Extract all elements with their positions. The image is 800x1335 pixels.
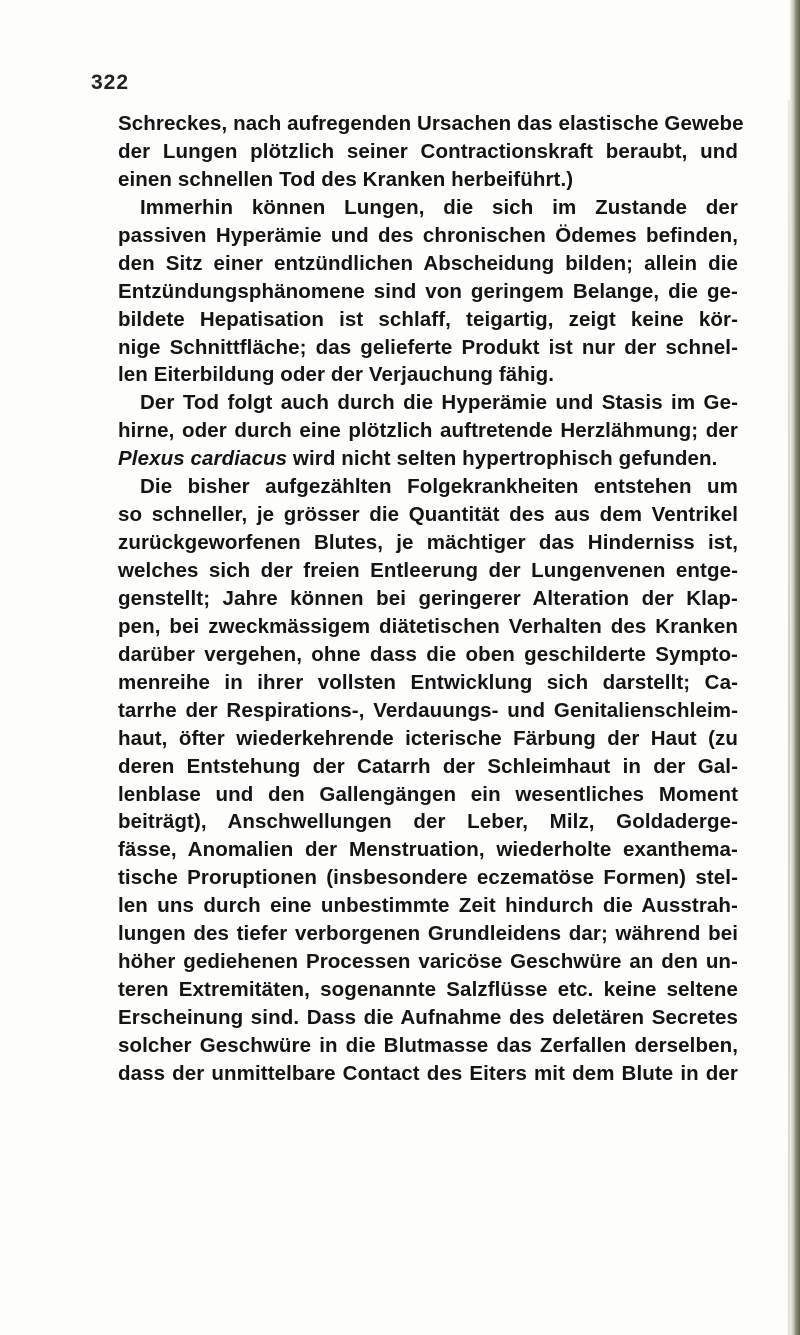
text-line: passiven Hyperämie und des chronischen Ödemes befinden, [118, 223, 738, 247]
text-line: Immerhin können Lungen, die sich im Zustande der [140, 195, 738, 219]
body-text [118, 110, 744, 1088]
text-line: tische Proruptionen (insbesondere eczematöse Formen) stel- [118, 866, 738, 890]
text-line: haut, öfter wiederkehrende icterische Färbung der Haut (zu [118, 726, 738, 750]
text-line: deren Entstehung der Catarrh der Schleimhaut in der Gal- [118, 754, 738, 778]
text-line: fässe, Anomalien der Menstruation, wiederholte exanthema- [118, 838, 738, 862]
text-line: Der Tod folgt auch durch die Hyperämie und Stasis im Ge- [140, 391, 738, 415]
text-line: welches sich der freien Entleerung der Lungenvenen entge- [118, 559, 738, 582]
text-line: der Lungen plötzlich seiner Contractionskraft beraubt, und [118, 139, 738, 163]
page-edge [790, 0, 800, 1335]
text-line: beiträgt), Anschwellungen der Leber, Milz, Goldaderge- [118, 810, 738, 834]
text-line: menreihe in ihrer vollsten Entwicklung sich darstellt; Ca- [118, 670, 738, 694]
text-line: Die bisher aufgezählten Folgekrankheiten entstehen um [140, 475, 738, 499]
text-line: Erscheinung sind. Dass die Aufnahme des deletären Secretes [118, 1006, 738, 1029]
text-line: höher gediehenen Processen varicöse Geschwüre an den un- [118, 950, 738, 974]
text-line: Entzündungsphänomene sind von geringem Belange, die ge- [118, 279, 738, 303]
text-line: bildete Hepatisation ist schlaff, teigartig, zeigt keine kör- [118, 307, 738, 331]
text-line: darüber vergehen, ohne dass die oben geschilderte Sympto- [118, 642, 738, 666]
text-line: dass der unmittelbare Contact des Eiters mit dem Blute in der [118, 1061, 738, 1085]
text-line: den Sitz einer entzündlichen Abscheidung bilden; allein die [118, 251, 738, 275]
text-line: solcher Geschwüre in die Blutmasse das Zerfallen derselben, [118, 1033, 738, 1057]
text-line: lenblase und den Gallengängen ein wesentliches Moment [118, 782, 738, 806]
text-line: tarrhe der Respirations-, Verdauungs- und Genitalienschleim- [118, 698, 738, 722]
text-line: hirne, oder durch eine plötzlich auftretende Herzlähmung; der [118, 419, 738, 443]
text-line: nige Schnittfläche; das gelieferte Produkt ist nur der schnel- [118, 335, 738, 359]
text-line-rest: wird nicht selten hypertrophisch gefunden. [292, 447, 718, 471]
text-line [118, 445, 738, 473]
text-line: pen, bei zweckmässigem diätetischen Verhalten des Kranken [118, 614, 738, 638]
italic-term: Plexus cardiacus [118, 447, 288, 471]
text-line: len uns durch eine unbestimmte Zeit hindurch die Ausstrah- [118, 894, 738, 918]
page-number: 322 [91, 71, 130, 94]
text-line: zurückgeworfenen Blutes, je mächtiger das Hinderniss ist, [118, 531, 738, 555]
text-line: einen schnellen Tod des Kranken herbeiführt.) [118, 167, 574, 191]
text-line: teren Extremitäten, sogenannte Salzflüsse etc. keine seltene [118, 978, 738, 1002]
text-line: Schreckes, nach aufregenden Ursachen das elastische Gewebe [118, 112, 744, 135]
text-line: genstellt; Jahre können bei geringerer Alteration der Klap- [118, 586, 738, 610]
text-line: lungen des tiefer verborgenen Grundleidens dar; während bei [118, 922, 738, 946]
text-line: len Eiterbildung oder der Verjauchung fähig. [118, 363, 555, 387]
text-line: so schneller, je grösser die Quantität des aus dem Ventrikel [118, 503, 738, 527]
